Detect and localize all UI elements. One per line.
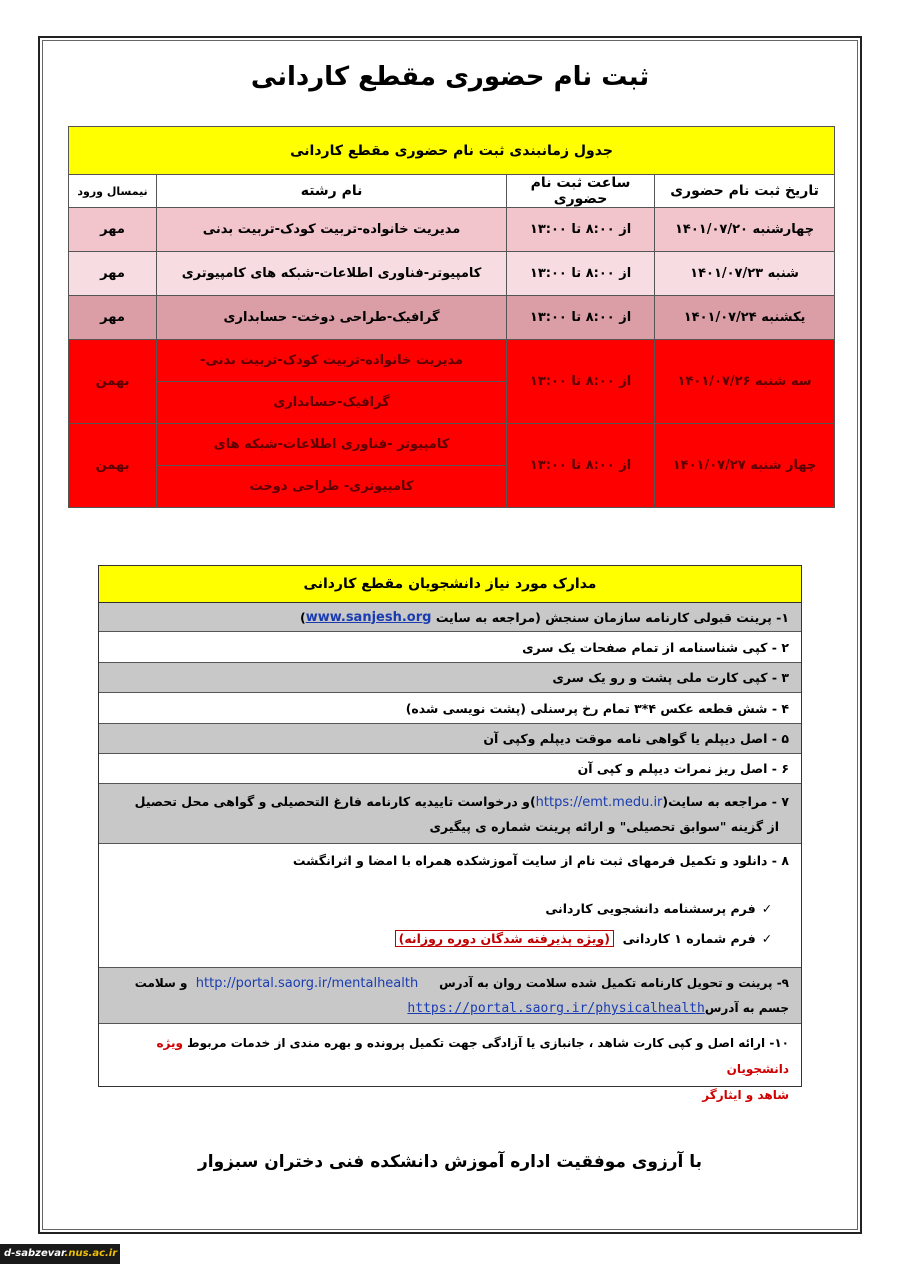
schedule-table: [68, 126, 835, 508]
row-major: کامپیوتر-فناوری اطلاعات-شبکه های کامپیوتری: [157, 252, 507, 296]
table-row: [69, 424, 835, 466]
documents-box: [98, 565, 802, 1102]
doc-item-7-b: )و درخواست تاییدیه کارنامه فارغ التحصیلی و گواهی محل تحصیل: [134, 794, 536, 809]
footer-note: با آرزوی موفقیت اداره آموزش دانشکده فنی دختران سبزوار: [197, 1152, 703, 1172]
row-time: از ۸:۰۰ تا ۱۳:۰۰: [507, 252, 655, 296]
table-row: [69, 252, 835, 296]
row-major: گرافیک-طراحی دوخت- حسابداری: [157, 296, 507, 340]
doc-item-7-c: از گزینه "سوابق تحصیلی" و ارائه پرینت شماره ی پیگیری: [429, 819, 779, 834]
row-term: بهمن: [69, 340, 157, 424]
header-major: نام رشته: [157, 175, 507, 208]
row-time: از ۸:۰۰ تا ۱۳:۰۰: [507, 208, 655, 252]
row-time: از ۸:۰۰ تا ۱۳:۰۰: [507, 424, 655, 508]
doc-item-2: ۲ - کپی شناسنامه از تمام صفحات یک سری: [99, 632, 801, 663]
row-time: از ۸:۰۰ تا ۱۳:۰۰: [507, 296, 655, 340]
mentalhealth-link[interactable]: http://portal.saorg.ir/mentalhealth: [195, 976, 419, 991]
physicalhealth-link[interactable]: https://portal.saorg.ir/physicalhealth: [407, 1001, 705, 1016]
doc-item-5: ۵ - اصل دیپلم یا گواهی نامه موقت دیپلم وکپی آن: [99, 724, 801, 754]
doc-item-9-c: جسم به آدرس: [704, 1001, 789, 1015]
doc-item-10-c: شاهد و ایثارگر: [702, 1088, 789, 1102]
row-term: بهمن: [69, 424, 157, 508]
form2-label: فرم شماره ۱ کاردانی: [622, 931, 756, 946]
check-icon: ✓: [761, 931, 773, 946]
doc-item-1-close: ): [299, 609, 306, 625]
doc-item-3: ۳ - کپی کارت ملی پشت و رو یک سری: [99, 663, 801, 693]
doc-item-8: [99, 844, 801, 968]
doc-item-10: [99, 1024, 801, 1102]
row-date: چهار شنبه ۱۴۰۱/۰۷/۲۷: [655, 424, 835, 508]
form2-note: (ویژه پذیرفته شدگان دوره روزانه): [395, 930, 614, 947]
form1-label: فرم پرسشنامه دانشجویی کاردانی: [545, 901, 756, 916]
row-major: گرافیک-حسابداری: [157, 382, 507, 424]
row-major: کامپیوتری- طراحی دوخت: [157, 466, 507, 508]
row-date: یکشنبه ۱۴۰۱/۰۷/۲۴: [655, 296, 835, 340]
row-time: از ۸:۰۰ تا ۱۳:۰۰: [507, 340, 655, 424]
doc-item-4: ۴ - شش قطعه عکس ۴*۳ تمام رخ پرسنلی (پشت نویسی شده): [99, 693, 801, 724]
table-row: [69, 208, 835, 252]
doc-item-9-a: ۹- پرینت و تحویل کارنامه تکمیل شده سلامت روان به آدرس: [439, 976, 789, 990]
row-major: کامپیوتر -فناوری اطلاعات-شبکه های: [157, 424, 507, 466]
row-term: مهر: [69, 296, 157, 340]
schedule-caption: جدول زمانبندی ثبت نام حضوری مقطع کاردانی: [69, 127, 835, 175]
row-term: مهر: [69, 208, 157, 252]
doc-item-10-b: ویژه دانشجویان: [156, 1036, 789, 1076]
page-title: ثبت نام حضوری مقطع کاردانی: [250, 62, 650, 92]
row-date: شنبه ۱۴۰۱/۰۷/۲۳: [655, 252, 835, 296]
sanjesh-link[interactable]: www.sanjesh.org: [305, 609, 432, 625]
row-major: مدیریت خانواده-تربیت کودک-تربیت بدنی-: [157, 340, 507, 382]
check-icon: ✓: [761, 901, 773, 916]
site-badge: [0, 1244, 120, 1264]
doc-item-1-text: ۱- پرینت قبولی کارنامه سازمان سنجش (مراجعه به سایت: [435, 609, 789, 625]
emt-link[interactable]: https://emt.medu.ir: [535, 795, 663, 810]
badge-prefix: d-sabzevar: [4, 1248, 65, 1259]
doc-item-9-b: و سلامت: [134, 976, 188, 990]
doc-item-7: [99, 784, 801, 844]
row-major: مدیریت خانواده-تربیت کودک-تربیت بدنی: [157, 208, 507, 252]
table-row: [69, 296, 835, 340]
doc-item-7-a: ۷ - مراجعه به سایت(: [662, 794, 789, 809]
doc-item-8-text: ۸ - دانلود و تکمیل فرمهای ثبت نام از سایت آموزشکده همراه با امضا و اثرانگشت: [292, 853, 789, 868]
doc-item-1: [99, 603, 801, 632]
doc-item-6: ۶ - اصل ریز نمرات دیپلم و کپی آن: [99, 754, 801, 784]
table-row: [69, 340, 835, 382]
header-term: نیمسال ورود: [69, 175, 157, 208]
row-term: مهر: [69, 252, 157, 296]
row-date: سه شنبه ۱۴۰۱/۰۷/۲۶: [655, 340, 835, 424]
doc-item-9: [99, 968, 801, 1024]
header-date: تاریخ ثبت نام حضوری: [655, 175, 835, 208]
header-time: ساعت ثبت نام حضوری: [507, 175, 655, 208]
badge-suffix: .nus.ac.ir: [64, 1248, 118, 1259]
doc-item-10-a: ۱۰- ارائه اصل و کپی کارت شاهد ، جانبازی یا آزادگی جهت تکمیل پرونده و بهره مندی از خدمات مربوط: [187, 1036, 789, 1050]
row-date: چهارشنبه ۱۴۰۱/۰۷/۲۰: [655, 208, 835, 252]
documents-caption: مدارک مورد نیاز دانشجویان مقطع کاردانی: [99, 566, 801, 603]
